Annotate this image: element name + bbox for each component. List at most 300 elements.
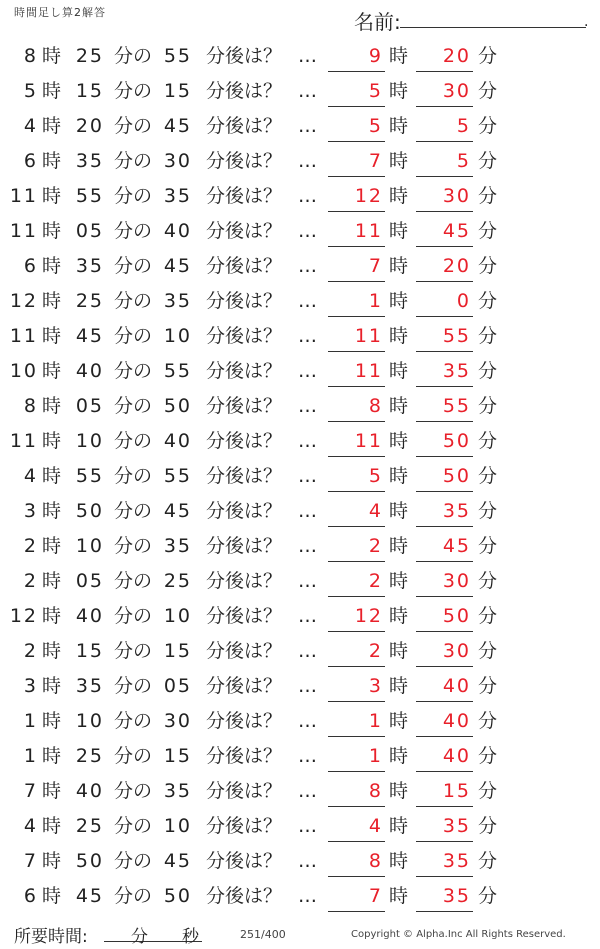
ellipsis: … — [298, 710, 317, 732]
hour-unit-label: 時 — [42, 500, 62, 522]
answer-minute-field[interactable]: 30 — [416, 78, 473, 107]
answer-minute-field[interactable]: 40 — [416, 708, 473, 737]
problem-row — [0, 75, 600, 110]
start-minute: 10 — [75, 710, 104, 732]
start-hour: 2 — [23, 570, 38, 592]
hour-unit-label: 時 — [389, 815, 409, 837]
minute-unit-label: 分 — [478, 430, 498, 452]
hour-unit-label: 時 — [42, 605, 62, 627]
answer-hour-field[interactable]: 8 — [328, 778, 385, 807]
ellipsis: … — [298, 185, 317, 207]
minute-unit-label: 分 — [478, 360, 498, 382]
start-minute: 35 — [75, 675, 104, 697]
hour-unit-label: 時 — [389, 570, 409, 592]
start-minute: 55 — [75, 185, 104, 207]
start-minute: 45 — [75, 325, 104, 347]
start-hour: 10 — [9, 360, 38, 382]
answer-minute-field[interactable]: 30 — [416, 638, 473, 667]
minute-unit-label: 分 — [478, 255, 498, 277]
minute-of-label: 分の — [114, 255, 153, 277]
minute-unit-label: 分 — [478, 325, 498, 347]
added-minutes: 45 — [163, 850, 192, 872]
minute-of-label: 分の — [114, 220, 153, 242]
minutes-later-label: 分後は？ — [206, 640, 283, 662]
minutes-later-label: 分後は？ — [206, 325, 283, 347]
answer-minute-field[interactable]: 35 — [416, 358, 473, 387]
minute-unit-label: 分 — [478, 710, 498, 732]
answer-minute-field[interactable]: 55 — [416, 393, 473, 422]
minutes-later-label: 分後は？ — [206, 115, 283, 137]
hour-unit-label: 時 — [42, 220, 62, 242]
problem-row — [0, 390, 600, 425]
problem-row — [0, 145, 600, 180]
hour-unit-label: 時 — [389, 745, 409, 767]
minutes-later-label: 分後は？ — [206, 395, 283, 417]
answer-minute-field[interactable]: 50 — [416, 603, 473, 632]
added-minutes: 15 — [163, 640, 192, 662]
name-field-end: . — [584, 14, 589, 30]
answer-hour-field[interactable]: 2 — [328, 638, 385, 667]
start-minute: 25 — [75, 745, 104, 767]
start-minute: 50 — [75, 500, 104, 522]
start-minute: 15 — [75, 640, 104, 662]
ellipsis: … — [298, 885, 317, 907]
answer-minute-field[interactable]: 35 — [416, 848, 473, 877]
start-minute: 15 — [75, 80, 104, 102]
ellipsis: … — [298, 850, 317, 872]
start-hour: 5 — [23, 80, 38, 102]
problem-row — [0, 460, 600, 495]
start-minute: 20 — [75, 115, 104, 137]
minute-of-label: 分の — [114, 710, 153, 732]
start-hour: 6 — [23, 885, 38, 907]
hour-unit-label: 時 — [42, 675, 62, 697]
minutes-later-label: 分後は？ — [206, 500, 283, 522]
minute-unit-label: 分 — [478, 80, 498, 102]
answer-hour-field[interactable]: 1 — [328, 708, 385, 737]
answer-hour-field[interactable]: 12 — [328, 603, 385, 632]
added-minutes: 10 — [163, 815, 192, 837]
minute-unit-label: 分 — [478, 500, 498, 522]
start-minute: 25 — [75, 45, 104, 67]
answer-hour-field[interactable]: 12 — [328, 183, 385, 212]
added-minutes: 40 — [163, 220, 192, 242]
minute-unit-label: 分 — [478, 885, 498, 907]
hour-unit-label: 時 — [389, 465, 409, 487]
added-minutes: 50 — [163, 885, 192, 907]
answer-minute-field[interactable]: 20 — [416, 253, 473, 282]
time-required-label: 所要時間: — [14, 927, 88, 947]
start-hour: 12 — [9, 605, 38, 627]
problem-row — [0, 880, 600, 915]
hour-unit-label: 時 — [42, 885, 62, 907]
ellipsis: … — [298, 325, 317, 347]
minutes-later-label: 分後は？ — [206, 815, 283, 837]
start-hour: 1 — [23, 745, 38, 767]
hour-unit-label: 時 — [389, 640, 409, 662]
added-minutes: 10 — [163, 325, 192, 347]
hour-unit-label: 時 — [42, 80, 62, 102]
start-hour: 11 — [9, 430, 38, 452]
hour-unit-label: 時 — [42, 745, 62, 767]
answer-hour-field[interactable]: 8 — [328, 393, 385, 422]
minute-of-label: 分の — [114, 150, 153, 172]
hour-unit-label: 時 — [42, 290, 62, 312]
minute-unit-label: 分 — [478, 605, 498, 627]
minutes-later-label: 分後は？ — [206, 185, 283, 207]
answer-hour-field[interactable]: 8 — [328, 848, 385, 877]
answer-hour-field[interactable]: 11 — [328, 323, 385, 352]
hour-unit-label: 時 — [42, 850, 62, 872]
minute-of-label: 分の — [114, 80, 153, 102]
start-hour: 7 — [23, 780, 38, 802]
ellipsis: … — [298, 45, 317, 67]
minute-unit-label: 分 — [478, 220, 498, 242]
ellipsis: … — [298, 290, 317, 312]
answer-minute-field[interactable]: 5 — [416, 113, 473, 142]
hour-unit-label: 時 — [389, 150, 409, 172]
minute-unit-label: 分 — [478, 45, 498, 67]
start-hour: 6 — [23, 255, 38, 277]
problem-row — [0, 670, 600, 705]
minute-unit-label: 分 — [478, 745, 498, 767]
hour-unit-label: 時 — [389, 500, 409, 522]
problem-row — [0, 635, 600, 670]
minute-unit-label: 分 — [478, 640, 498, 662]
answer-minute-field[interactable]: 5 — [416, 148, 473, 177]
start-minute: 40 — [75, 605, 104, 627]
added-minutes: 10 — [163, 605, 192, 627]
ellipsis: … — [298, 150, 317, 172]
hour-unit-label: 時 — [389, 430, 409, 452]
start-hour: 8 — [23, 395, 38, 417]
hour-unit-label: 時 — [42, 185, 62, 207]
minutes-later-label: 分後は？ — [206, 605, 283, 627]
problem-row — [0, 775, 600, 810]
minute-of-label: 分の — [114, 570, 153, 592]
hour-unit-label: 時 — [389, 675, 409, 697]
minutes-later-label: 分後は？ — [206, 710, 283, 732]
minute-of-label: 分の — [114, 535, 153, 557]
added-minutes: 35 — [163, 535, 192, 557]
minutes-later-label: 分後は？ — [206, 780, 283, 802]
minute-of-label: 分の — [114, 640, 153, 662]
added-minutes: 55 — [163, 360, 192, 382]
hour-unit-label: 時 — [42, 325, 62, 347]
hour-unit-label: 時 — [389, 185, 409, 207]
hour-unit-label: 時 — [42, 780, 62, 802]
added-minutes: 35 — [163, 185, 192, 207]
answer-hour-field[interactable]: 7 — [328, 883, 385, 912]
hour-unit-label: 時 — [42, 710, 62, 732]
answer-minute-field[interactable]: 45 — [416, 218, 473, 247]
added-minutes: 45 — [163, 115, 192, 137]
minute-unit-label: 分 — [478, 115, 498, 137]
answer-minute-field[interactable]: 45 — [416, 533, 473, 562]
time-minutes-label: 分 — [131, 927, 148, 947]
minutes-later-label: 分後は？ — [206, 430, 283, 452]
start-hour: 1 — [23, 710, 38, 732]
start-hour: 2 — [23, 535, 38, 557]
problem-row — [0, 250, 600, 285]
minutes-later-label: 分後は？ — [206, 360, 283, 382]
start-minute: 05 — [75, 220, 104, 242]
hour-unit-label: 時 — [389, 535, 409, 557]
ellipsis: … — [298, 395, 317, 417]
ellipsis: … — [298, 430, 317, 452]
name-field-line[interactable] — [400, 27, 586, 28]
added-minutes: 30 — [163, 150, 192, 172]
added-minutes: 35 — [163, 780, 192, 802]
answer-minute-field[interactable]: 0 — [416, 288, 473, 317]
hour-unit-label: 時 — [42, 535, 62, 557]
problem-row — [0, 705, 600, 740]
answer-hour-field[interactable]: 5 — [328, 113, 385, 142]
hour-unit-label: 時 — [389, 45, 409, 67]
answer-hour-field[interactable]: 2 — [328, 568, 385, 597]
minutes-later-label: 分後は？ — [206, 675, 283, 697]
page-number: 251/400 — [240, 928, 286, 941]
minutes-later-label: 分後は？ — [206, 220, 283, 242]
hour-unit-label: 時 — [389, 220, 409, 242]
answer-minute-field[interactable]: 20 — [416, 43, 473, 72]
minute-unit-label: 分 — [478, 465, 498, 487]
answer-hour-field[interactable]: 11 — [328, 218, 385, 247]
start-hour: 6 — [23, 150, 38, 172]
ellipsis: … — [298, 80, 317, 102]
minute-unit-label: 分 — [478, 535, 498, 557]
start-hour: 4 — [23, 115, 38, 137]
hour-unit-label: 時 — [389, 850, 409, 872]
added-minutes: 45 — [163, 500, 192, 522]
minutes-later-label: 分後は？ — [206, 745, 283, 767]
minute-unit-label: 分 — [478, 150, 498, 172]
minute-unit-label: 分 — [478, 780, 498, 802]
start-hour: 11 — [9, 220, 38, 242]
problem-row — [0, 110, 600, 145]
ellipsis: … — [298, 570, 317, 592]
start-hour: 7 — [23, 850, 38, 872]
hour-unit-label: 時 — [42, 115, 62, 137]
hour-unit-label: 時 — [389, 710, 409, 732]
minute-of-label: 分の — [114, 815, 153, 837]
minutes-later-label: 分後は？ — [206, 535, 283, 557]
start-minute: 25 — [75, 290, 104, 312]
problem-row — [0, 495, 600, 530]
worksheet-title: 時間足し算2解答 — [14, 6, 106, 19]
start-hour: 4 — [23, 465, 38, 487]
hour-unit-label: 時 — [389, 360, 409, 382]
hour-unit-label: 時 — [42, 150, 62, 172]
ellipsis: … — [298, 255, 317, 277]
minutes-later-label: 分後は？ — [206, 570, 283, 592]
minute-of-label: 分の — [114, 465, 153, 487]
minute-of-label: 分の — [114, 325, 153, 347]
start-minute: 50 — [75, 850, 104, 872]
minutes-later-label: 分後は？ — [206, 850, 283, 872]
start-hour: 4 — [23, 815, 38, 837]
ellipsis: … — [298, 115, 317, 137]
hour-unit-label: 時 — [42, 255, 62, 277]
minute-of-label: 分の — [114, 290, 153, 312]
added-minutes: 45 — [163, 255, 192, 277]
hour-unit-label: 時 — [42, 465, 62, 487]
minute-of-label: 分の — [114, 115, 153, 137]
ellipsis: … — [298, 360, 317, 382]
added-minutes: 30 — [163, 710, 192, 732]
hour-unit-label: 時 — [389, 780, 409, 802]
problem-row — [0, 40, 600, 75]
added-minutes: 25 — [163, 570, 192, 592]
start-minute: 35 — [75, 255, 104, 277]
ellipsis: … — [298, 780, 317, 802]
answer-minute-field[interactable]: 50 — [416, 428, 473, 457]
problem-row — [0, 740, 600, 775]
answer-minute-field[interactable]: 15 — [416, 778, 473, 807]
answer-minute-field[interactable]: 55 — [416, 323, 473, 352]
ellipsis: … — [298, 815, 317, 837]
start-minute: 45 — [75, 885, 104, 907]
problem-list — [0, 40, 600, 915]
minute-of-label: 分の — [114, 395, 153, 417]
minutes-later-label: 分後は？ — [206, 45, 283, 67]
answer-hour-field[interactable]: 2 — [328, 533, 385, 562]
minute-unit-label: 分 — [478, 395, 498, 417]
copyright-notice: Copyright © Alpha.Inc All Rights Reserved. — [351, 929, 566, 940]
problem-row — [0, 565, 600, 600]
problem-row — [0, 285, 600, 320]
time-seconds-label: 秒 — [182, 927, 199, 947]
answer-minute-field[interactable]: 50 — [416, 463, 473, 492]
minute-of-label: 分の — [114, 500, 153, 522]
answer-hour-field[interactable]: 4 — [328, 813, 385, 842]
answer-minute-field[interactable]: 40 — [416, 743, 473, 772]
minute-unit-label: 分 — [478, 850, 498, 872]
start-minute: 10 — [75, 535, 104, 557]
hour-unit-label: 時 — [389, 605, 409, 627]
added-minutes: 15 — [163, 80, 192, 102]
minutes-later-label: 分後は？ — [206, 80, 283, 102]
answer-minute-field[interactable]: 30 — [416, 568, 473, 597]
start-hour: 11 — [9, 325, 38, 347]
minute-of-label: 分の — [114, 185, 153, 207]
minutes-later-label: 分後は？ — [206, 465, 283, 487]
answer-minute-field[interactable]: 30 — [416, 183, 473, 212]
answer-hour-field[interactable]: 5 — [328, 78, 385, 107]
start-minute: 05 — [75, 395, 104, 417]
start-minute: 35 — [75, 150, 104, 172]
added-minutes: 55 — [163, 45, 192, 67]
added-minutes: 55 — [163, 465, 192, 487]
start-hour: 3 — [23, 675, 38, 697]
hour-unit-label: 時 — [389, 115, 409, 137]
minute-of-label: 分の — [114, 850, 153, 872]
answer-hour-field[interactable]: 7 — [328, 148, 385, 177]
minutes-later-label: 分後は？ — [206, 885, 283, 907]
problem-row — [0, 530, 600, 565]
answer-minute-field[interactable]: 35 — [416, 498, 473, 527]
minute-of-label: 分の — [114, 780, 153, 802]
minute-of-label: 分の — [114, 605, 153, 627]
start-hour: 2 — [23, 640, 38, 662]
minute-of-label: 分の — [114, 675, 153, 697]
start-minute: 55 — [75, 465, 104, 487]
hour-unit-label: 時 — [389, 80, 409, 102]
minutes-later-label: 分後は？ — [206, 255, 283, 277]
start-minute: 40 — [75, 360, 104, 382]
minute-unit-label: 分 — [478, 815, 498, 837]
answer-hour-field[interactable]: 7 — [328, 253, 385, 282]
hour-unit-label: 時 — [42, 395, 62, 417]
answer-hour-field[interactable]: 4 — [328, 498, 385, 527]
hour-unit-label: 時 — [42, 640, 62, 662]
minute-unit-label: 分 — [478, 675, 498, 697]
answer-minute-field[interactable]: 35 — [416, 813, 473, 842]
start-minute: 25 — [75, 815, 104, 837]
added-minutes: 35 — [163, 290, 192, 312]
problem-row — [0, 600, 600, 635]
minute-of-label: 分の — [114, 430, 153, 452]
ellipsis: … — [298, 605, 317, 627]
minute-of-label: 分の — [114, 360, 153, 382]
problem-row — [0, 845, 600, 880]
minute-of-label: 分の — [114, 745, 153, 767]
added-minutes: 50 — [163, 395, 192, 417]
minute-unit-label: 分 — [478, 185, 498, 207]
answer-minute-field[interactable]: 35 — [416, 883, 473, 912]
problem-row — [0, 215, 600, 250]
minutes-later-label: 分後は？ — [206, 290, 283, 312]
hour-unit-label: 時 — [389, 290, 409, 312]
minute-of-label: 分の — [114, 885, 153, 907]
hour-unit-label: 時 — [42, 360, 62, 382]
start-minute: 10 — [75, 430, 104, 452]
hour-unit-label: 時 — [389, 255, 409, 277]
hour-unit-label: 時 — [42, 430, 62, 452]
minute-unit-label: 分 — [478, 570, 498, 592]
hour-unit-label: 時 — [42, 45, 62, 67]
added-minutes: 15 — [163, 745, 192, 767]
hour-unit-label: 時 — [389, 395, 409, 417]
answer-hour-field[interactable]: 1 — [328, 743, 385, 772]
problem-row — [0, 180, 600, 215]
ellipsis: … — [298, 675, 317, 697]
answer-hour-field[interactable]: 3 — [328, 673, 385, 702]
answer-hour-field[interactable]: 11 — [328, 358, 385, 387]
answer-hour-field[interactable]: 9 — [328, 43, 385, 72]
answer-hour-field[interactable]: 1 — [328, 288, 385, 317]
hour-unit-label: 時 — [42, 815, 62, 837]
ellipsis: … — [298, 465, 317, 487]
answer-hour-field[interactable]: 11 — [328, 428, 385, 457]
start-hour: 8 — [23, 45, 38, 67]
answer-minute-field[interactable]: 40 — [416, 673, 473, 702]
minutes-later-label: 分後は？ — [206, 150, 283, 172]
ellipsis: … — [298, 500, 317, 522]
start-hour: 11 — [9, 185, 38, 207]
hour-unit-label: 時 — [389, 885, 409, 907]
answer-hour-field[interactable]: 5 — [328, 463, 385, 492]
added-minutes: 40 — [163, 430, 192, 452]
problem-row — [0, 320, 600, 355]
start-minute: 40 — [75, 780, 104, 802]
start-hour: 12 — [9, 290, 38, 312]
ellipsis: … — [298, 535, 317, 557]
ellipsis: … — [298, 640, 317, 662]
start-hour: 3 — [23, 500, 38, 522]
hour-unit-label: 時 — [389, 325, 409, 347]
ellipsis: … — [298, 745, 317, 767]
